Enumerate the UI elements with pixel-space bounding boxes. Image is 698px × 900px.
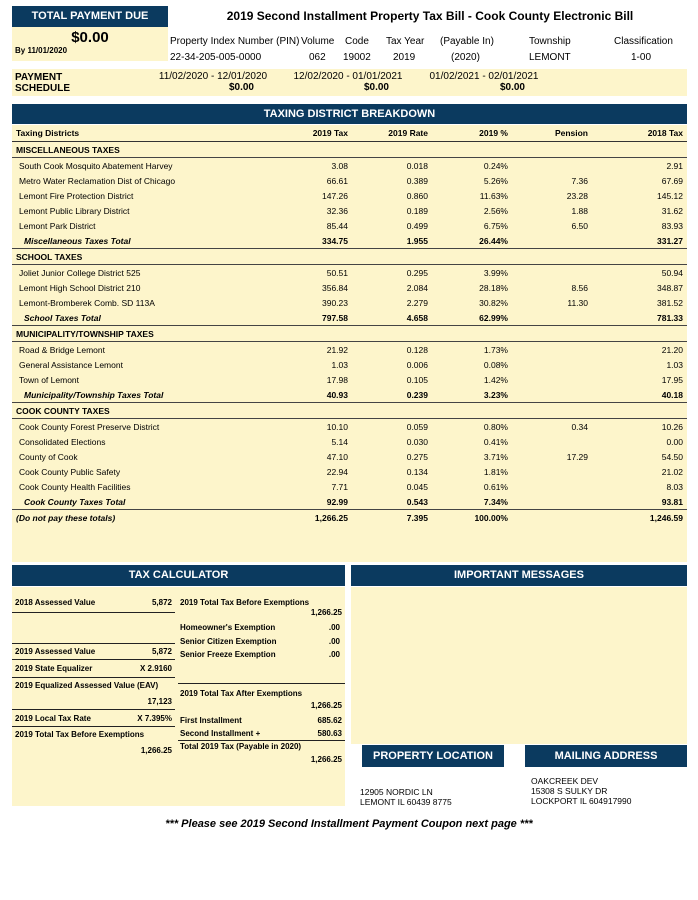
- total-before-exemptions-value: 1,266.25: [310, 608, 342, 617]
- table-row-cell: 21.20: [661, 344, 683, 355]
- table-row-cell: 8.03: [666, 481, 683, 492]
- table-row-cell: 47.10: [326, 451, 348, 462]
- table-row-cell: 0.389: [406, 175, 428, 186]
- total-2019-tax-value: 1,266.25: [310, 755, 342, 764]
- pin-value: 22-34-205-005-0000: [170, 52, 262, 63]
- table-row-cell: Lemont High School District 210: [19, 282, 141, 293]
- table-row-cell: 50.51: [326, 267, 348, 278]
- section-title: COOK COUNTY TAXES: [12, 403, 687, 419]
- breakdown-table-area: [12, 125, 687, 562]
- table-header-row-cell: Pension: [512, 125, 592, 142]
- table-row-cell: 0.045: [406, 481, 428, 492]
- table-row-cell: 30.82%: [479, 297, 508, 308]
- table-row-cell: 23.28: [566, 190, 588, 201]
- property-location: 12905 NORDIC LN LEMONT IL 60439 8775: [360, 787, 452, 807]
- table-row-cell: 10.10: [326, 421, 348, 432]
- classification-label: Classification: [614, 36, 673, 47]
- table-row-cell: Lemont Fire Protection District: [19, 190, 134, 201]
- senior-freeze-exemption-label: Senior Freeze Exemption: [180, 650, 276, 659]
- table-row: [12, 203, 687, 218]
- section-total-row-cell: 3.23%: [483, 389, 508, 400]
- table-row-cell: 17.95: [661, 374, 683, 385]
- table-row-cell: Cook County Forest Preserve District: [19, 421, 160, 432]
- pin-label: Property Index Number (PIN): [170, 36, 300, 47]
- section-title: MUNICIPALITY/TOWNSHIP TAXES: [12, 326, 687, 342]
- table-row-cell: [512, 265, 592, 281]
- table-row-cell: Town of Lemont: [19, 374, 80, 385]
- grand-total-row-cell: 100.00%: [432, 510, 512, 526]
- total-payment-due-title: TOTAL PAYMENT DUE: [12, 6, 168, 27]
- table-row: [12, 434, 687, 449]
- table-row-cell: 147.26: [322, 190, 348, 201]
- table-row-cell: Road & Bridge Lemont: [19, 344, 105, 355]
- total-after-exemptions-label: 2019 Total Tax After Exemptions: [180, 689, 303, 698]
- table-row-cell: 2.279: [406, 297, 428, 308]
- table-row-cell: 6.50: [571, 220, 588, 231]
- table-row-cell: Metro Water Reclamation Dist of Chicago: [19, 175, 176, 186]
- table-row: [12, 280, 687, 295]
- grand-total-row-cell: 1,266.25: [242, 510, 352, 526]
- section-total-row-cell: [512, 310, 592, 326]
- grand-total-row-cell: [512, 510, 592, 526]
- payment-schedule: [12, 69, 687, 96]
- table-row-cell: 54.50: [661, 451, 683, 462]
- total-2019-tax-label: Total 2019 Tax (Payable in 2020): [180, 742, 302, 751]
- table-row-cell: 28.18%: [479, 282, 508, 293]
- table-row: [12, 357, 687, 372]
- section-total-row-cell: 40.93: [326, 389, 348, 400]
- table-row-cell: General Assistance Lemont: [19, 359, 123, 370]
- section-total-row-cell: 40.18: [661, 389, 683, 400]
- table-row-cell: 0.006: [406, 359, 428, 370]
- table-row-cell: [512, 479, 592, 494]
- table-row-cell: 32.36: [326, 205, 348, 216]
- table-row-cell: 0.61%: [483, 481, 508, 492]
- table-row-cell: [512, 464, 592, 479]
- table-row-cell: Lemont Public Library District: [19, 205, 130, 216]
- schedule-period-1: 11/02/2020 - 12/01/2020 $0.00: [158, 71, 268, 93]
- section-header-row: [12, 249, 687, 265]
- coupon-note: *** Please see 2019 Second Installment Payment Coupon next page ***: [165, 818, 533, 830]
- table-row-cell: 0.499: [406, 220, 428, 231]
- schedule-period-3: 01/02/2021 - 02/01/2021 $0.00: [429, 71, 539, 93]
- section-total-row-cell: 92.99: [326, 496, 348, 507]
- table-header-row-cell: 2019 Tax: [242, 125, 352, 142]
- mailing-address: OAKCREEK DEV 15308 S SULKY DR LOCKPORT IL 604917990: [531, 776, 632, 806]
- table-row: [12, 342, 687, 358]
- second-installment-label: Second Installment +: [180, 729, 261, 738]
- eav-label: 2019 Equalized Assessed Value (EAV): [15, 681, 159, 690]
- grand-total-row: [12, 510, 687, 526]
- section-total-row-cell: 781.33: [657, 312, 683, 323]
- grand-total-row-cell: (Do not pay these totals): [12, 510, 242, 526]
- table-row-cell: Joliet Junior College District 525: [19, 267, 141, 278]
- section-total-row: [12, 233, 687, 249]
- table-row-cell: [512, 342, 592, 358]
- homeowner-exemption-label: Homeowner's Exemption: [180, 623, 276, 632]
- table-row-cell: Cook County Health Facilities: [19, 481, 131, 492]
- table-row-cell: 348.87: [657, 282, 683, 293]
- table-row: [12, 218, 687, 233]
- local-tax-rate-label: 2019 Local Tax Rate: [15, 714, 91, 723]
- divider: [12, 677, 175, 678]
- section-total-row-cell: [512, 233, 592, 249]
- important-messages-title: IMPORTANT MESSAGES: [351, 565, 687, 586]
- breakdown-title: TAXING DISTRICT BREAKDOWN: [12, 104, 687, 124]
- table-row-cell: 85.44: [326, 220, 348, 231]
- table-row-cell: 7.36: [571, 175, 588, 186]
- total-payment-due-box: [12, 27, 168, 61]
- table-row: [12, 372, 687, 387]
- table-row-cell: County of Cook: [19, 451, 78, 462]
- table-row-cell: 0.059: [406, 421, 428, 432]
- section-title: MISCELLANEOUS TAXES: [12, 142, 687, 158]
- table-row: [12, 295, 687, 310]
- table-row-cell: 1.03: [666, 359, 683, 370]
- total-before-exemptions-label: 2019 Total Tax Before Exemptions: [180, 598, 310, 607]
- eav-value: 17,123: [147, 697, 172, 706]
- table-row-cell: 0.105: [406, 374, 428, 385]
- table-header-row-cell: 2018 Tax: [592, 125, 687, 142]
- schedule-period-2: 12/02/2020 - 01/01/2021 $0.00: [293, 71, 403, 93]
- table-row-cell: 0.189: [406, 205, 428, 216]
- table-header-row-cell: Taxing Districts: [12, 125, 242, 142]
- table-row-cell: 2.56%: [483, 205, 508, 216]
- table-row-cell: 3.71%: [483, 451, 508, 462]
- table-row-cell: 22.94: [326, 466, 348, 477]
- grand-total-row-cell: 7.395: [352, 510, 432, 526]
- table-row-cell: 5.26%: [483, 175, 508, 186]
- table-header-row: [12, 125, 687, 142]
- table-row-cell: 0.295: [406, 267, 428, 278]
- first-installment-value: 685.62: [317, 716, 342, 725]
- table-row-cell: 0.34: [571, 421, 588, 432]
- divider: [12, 659, 175, 660]
- table-row-cell: 0.08%: [483, 359, 508, 370]
- total-before-exemptions-left-value: 1,266.25: [140, 746, 172, 755]
- total-due-amount: $0.00: [71, 29, 109, 46]
- table-row-cell: 1.88: [571, 205, 588, 216]
- table-row-cell: 1.42%: [483, 374, 508, 385]
- assessed-2019-value: 5,872: [151, 647, 172, 656]
- important-messages-area: [351, 587, 687, 744]
- table-row-cell: [512, 434, 592, 449]
- table-row-cell: [512, 158, 592, 174]
- section-total-row-cell: 7.34%: [483, 496, 508, 507]
- table-row-cell: 11.30: [567, 297, 588, 308]
- table-row-cell: [512, 357, 592, 372]
- section-total-row: [12, 494, 687, 510]
- state-equalizer-label: 2019 State Equalizer: [15, 664, 93, 673]
- table-row-cell: 0.860: [406, 190, 428, 201]
- table-row-cell: Lemont Park District: [19, 220, 96, 231]
- table-row-cell: 10.26: [661, 421, 683, 432]
- tax-calculator-title: TAX CALCULATOR: [12, 565, 345, 586]
- table-row-cell: 2.91: [666, 160, 683, 171]
- table-row-cell: 381.52: [657, 297, 683, 308]
- section-total-row-cell: 331.27: [657, 235, 683, 246]
- total-before-exemptions-left-label: 2019 Total Tax Before Exemptions: [15, 730, 145, 739]
- divider: [12, 726, 175, 727]
- table-row-cell: 50.94: [661, 267, 683, 278]
- property-location-title: PROPERTY LOCATION: [362, 745, 504, 767]
- section-total-row-cell: Municipality/Township Taxes Total: [24, 389, 164, 400]
- divider: [12, 643, 175, 644]
- section-total-row-cell: 93.81: [661, 496, 683, 507]
- table-row-cell: Lemont-Bromberek Comb. SD 113A: [19, 297, 155, 308]
- table-row-cell: 21.02: [661, 466, 683, 477]
- code-value: 19002: [343, 52, 371, 63]
- section-total-row: [12, 387, 687, 403]
- table-row-cell: 2.084: [406, 282, 428, 293]
- table-row-cell: 0.80%: [483, 421, 508, 432]
- assessed-2018-label: 2018 Assessed Value: [15, 598, 96, 607]
- table-row: [12, 158, 687, 174]
- total-after-exemptions-value: 1,266.25: [310, 701, 342, 710]
- table-header-row-cell: 2019 %: [432, 125, 512, 142]
- table-row-cell: 0.030: [406, 436, 428, 447]
- table-row-cell: 67.69: [661, 175, 683, 186]
- table-row: [12, 173, 687, 188]
- taxing-district-table: [12, 125, 687, 525]
- table-row: [12, 449, 687, 464]
- mailing-address-title: MAILING ADDRESS: [525, 745, 687, 767]
- table-row-cell: 66.61: [326, 175, 348, 186]
- local-tax-rate-value: X 7.395%: [137, 714, 172, 723]
- table-row-cell: 1.81%: [483, 466, 508, 477]
- table-row-cell: [512, 372, 592, 387]
- grand-total-row-cell: 1,246.59: [592, 510, 687, 526]
- township-value: LEMONT: [529, 52, 571, 63]
- table-row: [12, 464, 687, 479]
- senior-citizen-exemption-value: .00: [328, 637, 340, 646]
- table-row-cell: 1.73%: [483, 344, 508, 355]
- table-row: [12, 188, 687, 203]
- table-row-cell: 3.08: [331, 160, 348, 171]
- second-installment-value: 580.63: [317, 729, 342, 738]
- table-row-cell: 31.62: [661, 205, 683, 216]
- table-row-cell: 11.63%: [479, 190, 508, 201]
- first-installment-label: First Installment: [180, 716, 242, 725]
- section-header-row: [12, 142, 687, 158]
- table-row-cell: 17.29: [566, 451, 588, 462]
- tax-year-label: Tax Year: [386, 36, 425, 47]
- table-row-cell: 0.275: [406, 451, 428, 462]
- table-row-cell: 356.84: [322, 282, 348, 293]
- section-total-row-cell: 0.239: [406, 389, 428, 400]
- divider: [178, 740, 345, 741]
- classification-value: 1-00: [631, 52, 652, 63]
- payable-label: (Payable In): [440, 36, 494, 47]
- divider: [12, 612, 175, 613]
- section-total-row-cell: [512, 494, 592, 510]
- table-row-cell: 0.018: [406, 160, 428, 171]
- section-total-row-cell: School Taxes Total: [24, 312, 101, 323]
- table-row: [12, 265, 687, 281]
- section-total-row-cell: [512, 387, 592, 403]
- tax-year-value: 2019: [393, 52, 416, 63]
- section-total-row-cell: 797.58: [322, 312, 348, 323]
- volume-value: 062: [309, 52, 326, 63]
- table-row: [12, 419, 687, 435]
- bill-title: 2019 Second Installment Property Tax Bill - Cook County Electronic Bill: [226, 9, 634, 23]
- section-total-row-cell: 334.75: [322, 235, 348, 246]
- table-row-cell: 3.99%: [483, 267, 508, 278]
- section-total-row-cell: 1.955: [406, 235, 428, 246]
- section-total-row: [12, 310, 687, 326]
- table-row-cell: 6.75%: [483, 220, 508, 231]
- table-header-row-cell: 2019 Rate: [352, 125, 432, 142]
- divider: [178, 683, 345, 684]
- tax-calculator: [12, 587, 345, 806]
- assessed-2018-value: 5,872: [151, 598, 172, 607]
- section-total-row-cell: Miscellaneous Taxes Total: [24, 235, 131, 246]
- payment-schedule-label: PAYMENT SCHEDULE: [15, 72, 71, 94]
- table-row-cell: 0.134: [406, 466, 428, 477]
- table-row-cell: 0.128: [406, 344, 428, 355]
- code-label: Code: [345, 36, 369, 47]
- section-total-row-cell: 26.44%: [479, 235, 508, 246]
- table-row-cell: 390.23: [322, 297, 348, 308]
- table-row-cell: 1.03: [331, 359, 348, 370]
- table-row-cell: 145.12: [657, 190, 683, 201]
- table-row-cell: 0.24%: [483, 160, 508, 171]
- payable-value: (2020): [451, 52, 480, 63]
- state-equalizer-value: X 2.9160: [139, 664, 172, 673]
- senior-citizen-exemption-label: Senior Citizen Exemption: [180, 637, 277, 646]
- senior-freeze-exemption-value: .00: [328, 650, 340, 659]
- volume-label: Volume: [301, 36, 335, 47]
- table-row-cell: 0.00: [666, 436, 683, 447]
- section-total-row-cell: 0.543: [406, 496, 428, 507]
- divider: [12, 709, 175, 710]
- homeowner-exemption-value: .00: [328, 623, 340, 632]
- township-label: Township: [529, 36, 571, 47]
- table-row-cell: 17.98: [326, 374, 348, 385]
- table-row-cell: 21.92: [326, 344, 348, 355]
- due-date: By 11/01/2020: [15, 46, 68, 55]
- table-row-cell: 83.93: [661, 220, 683, 231]
- table-row-cell: 8.56: [571, 282, 588, 293]
- section-header-row: [12, 326, 687, 342]
- table-row: [12, 479, 687, 494]
- section-total-row-cell: 4.658: [406, 312, 428, 323]
- table-row-cell: 7.71: [331, 481, 348, 492]
- section-total-row-cell: Cook County Taxes Total: [24, 496, 126, 507]
- table-row-cell: 0.41%: [483, 436, 508, 447]
- table-row-cell: 5.14: [331, 436, 348, 447]
- table-row-cell: Consolidated Elections: [19, 436, 106, 447]
- table-row-cell: Cook County Public Safety: [19, 466, 121, 477]
- section-header-row: [12, 403, 687, 419]
- table-row-cell: South Cook Mosquito Abatement Harvey: [19, 160, 173, 171]
- section-total-row-cell: 62.99%: [479, 312, 508, 323]
- assessed-2019-label: 2019 Assessed Value: [15, 647, 96, 656]
- section-title: SCHOOL TAXES: [12, 249, 687, 265]
